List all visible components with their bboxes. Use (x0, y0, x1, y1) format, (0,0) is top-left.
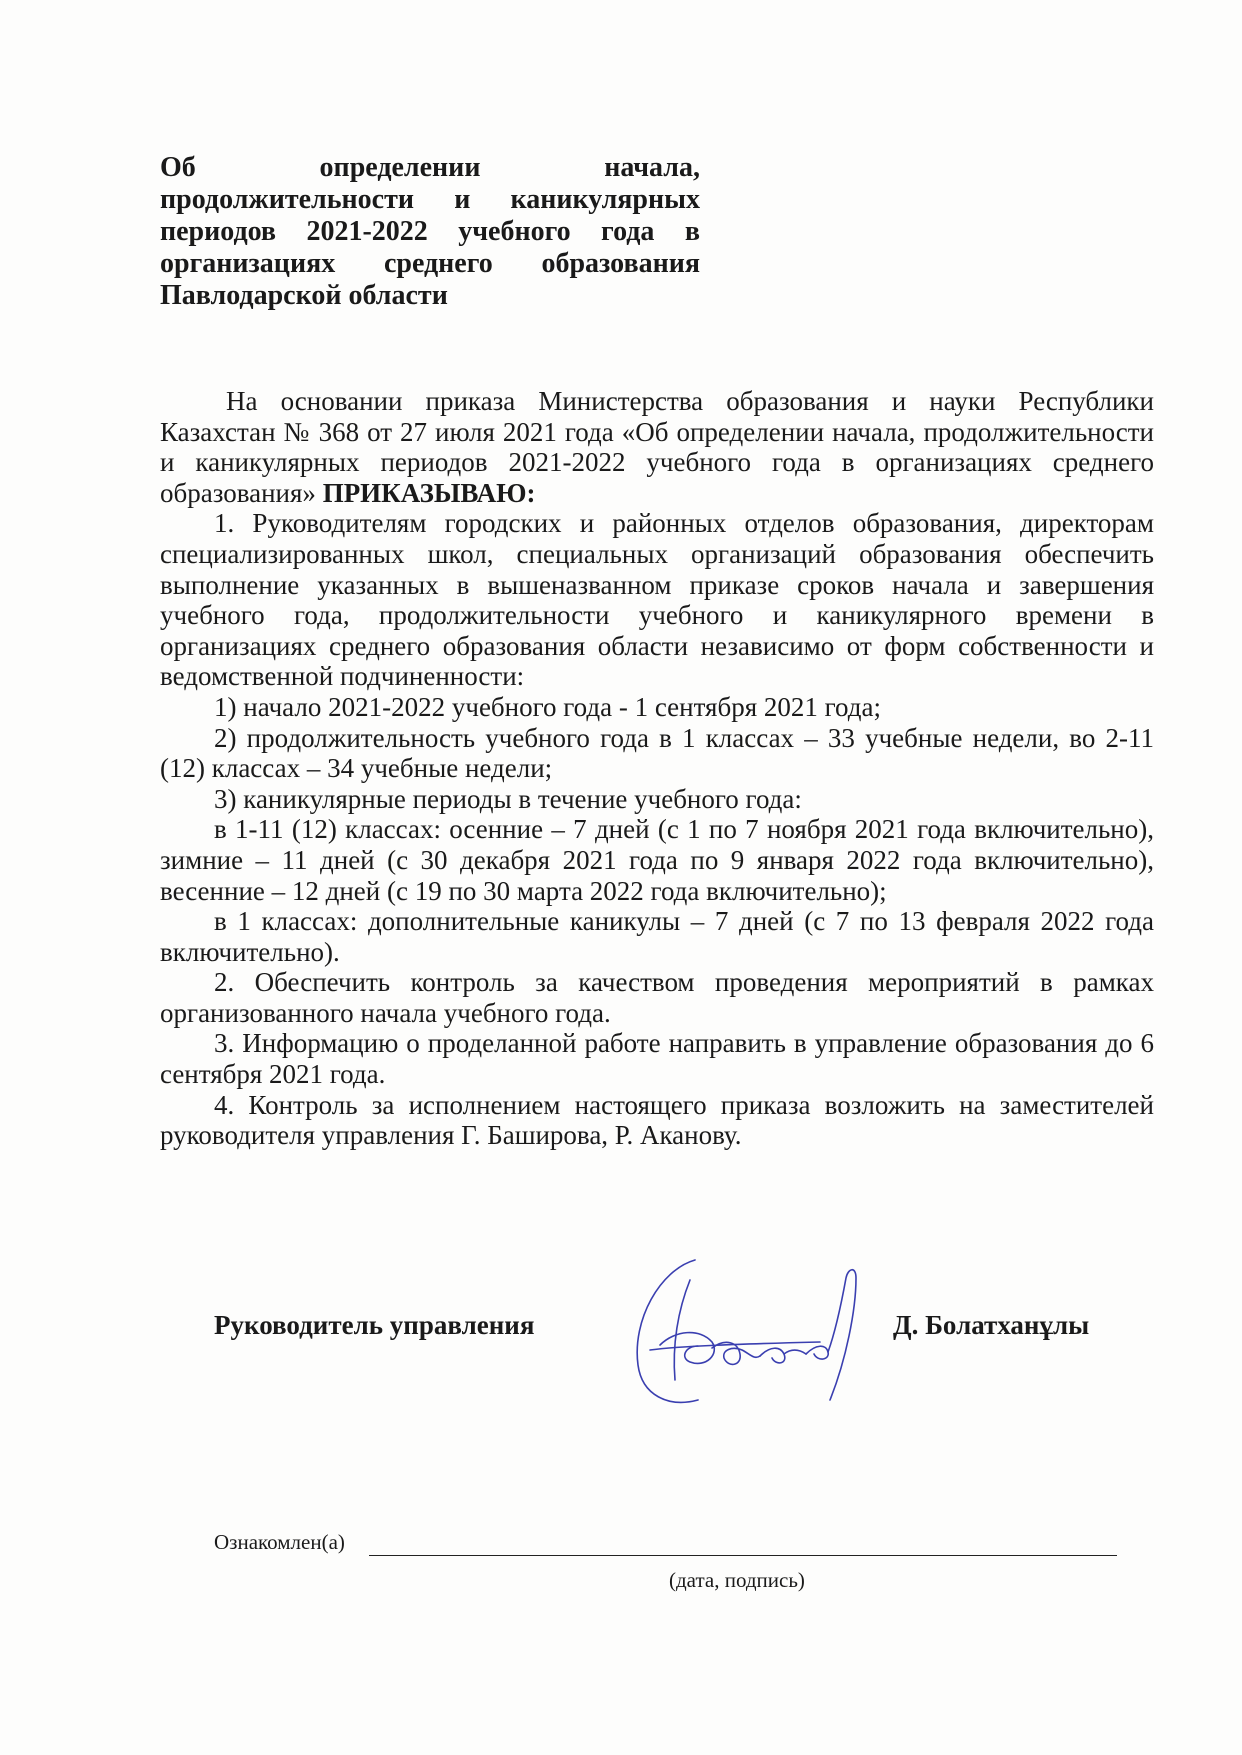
acknowledgement-line (369, 1555, 1117, 1556)
acknowledgement-block (214, 1530, 1114, 1600)
title-line-1: Об определении начала, (160, 152, 700, 183)
signer-name: Д. Болатханұлы (893, 1310, 1090, 1340)
paragraph-1-3-b: в 1 классах: дополнительные каникулы – 7 дней (с 7 по 13 февраля 2022 года включительно). (160, 906, 1154, 967)
paragraph-1: 1. Руководителям городских и районных отделов образования, директорам специализированных школ, специальных организаций образования обеспечить выполнение указанных в вышеназванном приказе сроков начала и завершения учебного года, продолжительности учебного и каникулярного времени в организациях среднего образования области независимо от форм собственности и ведомственной подчиненности: (160, 508, 1154, 692)
signer-position: Руководитель управления (214, 1310, 535, 1340)
title-line-5: Павлодарской области (160, 280, 448, 311)
title-line-2: продолжительности и каникулярных (160, 184, 700, 215)
order-word: ПРИКАЗЫВАЮ: (322, 477, 536, 508)
handwritten-signature (620, 1250, 870, 1410)
intro-paragraph (160, 386, 1154, 508)
paragraph-3: 3. Информацию о проделанной работе направить в управление образования до 6 сентября 2021 года. (160, 1028, 1154, 1090)
date-signature-hint: (дата, подпись) (669, 1568, 805, 1592)
paragraph-2: 2. Обеспечить контроль за качеством проведения мероприятий в рамках организованного начала учебного года. (160, 967, 1154, 1028)
paragraph-4: 4. Контроль за исполнением настоящего приказа возложить на заместителей руководителя управления Г. Баширова, Р. Аканову. (160, 1089, 1154, 1151)
intro-text: На основании приказа Министерства образования и науки Республики Казахстан № 368 от 27 июля 2021 года «Об определении начала, продолжительности и каникулярных периодов 2021-2022 учебного года в организациях среднего образования» (160, 386, 1154, 508)
acknowledged-label: Ознакомлен(а) (214, 1530, 345, 1554)
paragraph-1-3: 3) каникулярные периоды в течение учебного года: (214, 783, 802, 814)
title-line-4: организациях среднего образования (160, 248, 700, 279)
document-title (160, 152, 700, 312)
paragraph-1-2: 2) продолжительность учебного года в 1 классах – 33 учебные недели, во 2-11 (12) классах – 34 учебные недели; (160, 722, 1154, 784)
document-body (160, 386, 1154, 1151)
title-line-3: периодов 2021-2022 учебного года в (160, 216, 700, 247)
paragraph-1-1: 1) начало 2021-2022 учебного года - 1 сентября 2021 года; (214, 691, 881, 722)
paragraph-1-3-a: в 1-11 (12) классах: осенние – 7 дней (с 1 по 7 ноября 2021 года включительно), зимние – 11 дней (с 30 декабря 2021 года по 9 января 2022 года включительно), весенние – 12 дней (с 19 по 30 марта 2022 года включительно); (160, 814, 1154, 906)
